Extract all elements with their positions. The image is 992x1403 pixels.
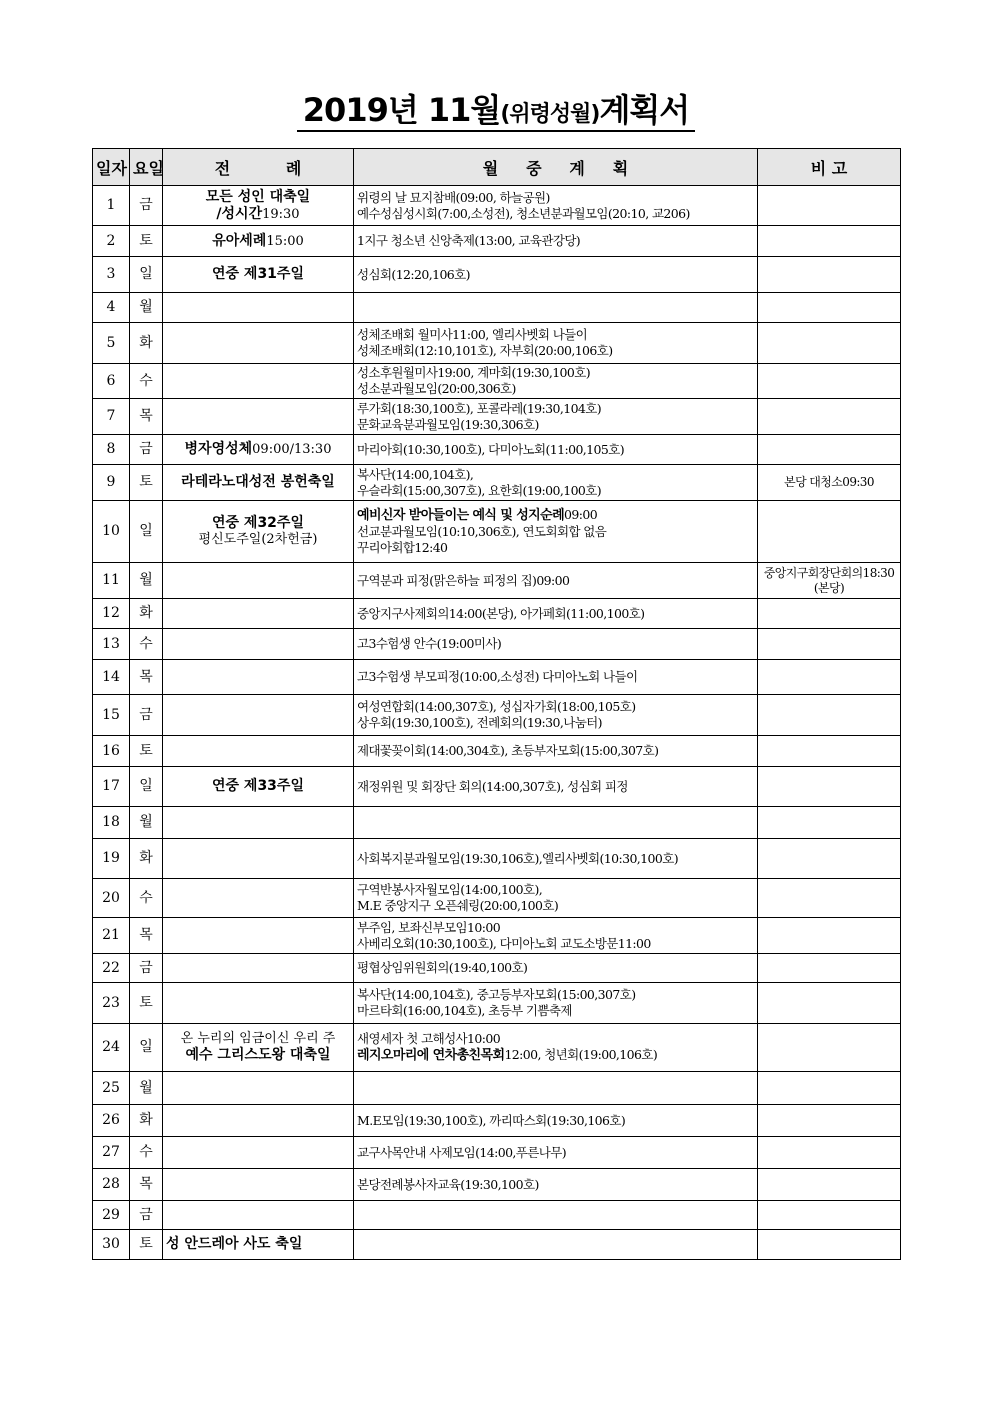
weekday-cell: 토 — [130, 465, 163, 501]
day-cell: 21 — [93, 918, 130, 954]
events-cell — [354, 1230, 758, 1260]
event-line: 성심회(12:20,106호) — [357, 266, 470, 282]
liturgy-cell — [163, 323, 354, 364]
event-line: 위령의 날 묘지참배(09:00, 하늘공원) — [357, 189, 550, 205]
liturgy-line-text: 모든 성인 대축일 — [205, 188, 311, 205]
events-cell — [354, 1137, 758, 1169]
liturgy-cell — [163, 1169, 354, 1201]
liturgy-line-time: 19:30 — [262, 206, 300, 222]
liturgy-line-text: 연중 제33주일 — [212, 778, 304, 794]
event-line: 고3수험생 안수(19:00미사) — [357, 636, 502, 651]
day-cell: 22 — [93, 954, 130, 983]
events-cell — [354, 501, 758, 563]
liturgy-line — [166, 206, 350, 223]
liturgy-cell — [163, 257, 354, 293]
liturgy-cell — [163, 364, 354, 399]
notes-cell — [758, 435, 901, 465]
weekday-cell: 월 — [130, 293, 163, 323]
schedule-row — [93, 954, 901, 983]
schedule-row — [93, 599, 901, 629]
liturgy-line-text: 라테라노대성전 봉헌축일 — [181, 474, 335, 490]
event-line-time: 12:00, 청년회(19:00,106호) — [504, 1047, 658, 1062]
liturgy-cell — [163, 629, 354, 660]
weekday-cell: 월 — [130, 563, 163, 599]
notes-cell — [758, 1169, 901, 1201]
day-cell: 4 — [93, 293, 130, 323]
notes-cell — [758, 1024, 901, 1072]
event-line: 우슬라회(15:00,307호), 요한회(19:00,100호) — [357, 482, 602, 498]
liturgy-line — [166, 1236, 350, 1253]
notes-cell — [758, 629, 901, 660]
notes-cell — [758, 1105, 901, 1137]
liturgy-line-text: 유아세례 — [212, 232, 267, 249]
day-cell: 29 — [93, 1201, 130, 1230]
schedule-row — [93, 186, 901, 226]
events-cell — [354, 1024, 758, 1072]
liturgy-line-text: 예수 그리스도왕 대축일 — [185, 1047, 331, 1063]
event-line: 성소후원월미사19:00, 계마회(19:30,100호) — [357, 365, 591, 380]
day-cell: 12 — [93, 599, 130, 629]
header-liturgy: 전 례 — [163, 149, 354, 186]
events-cell — [354, 465, 758, 501]
schedule-row — [93, 501, 901, 563]
weekday-cell: 목 — [130, 399, 163, 435]
schedule-row — [93, 879, 901, 918]
page-title — [0, 85, 992, 131]
liturgy-cell — [163, 465, 354, 501]
weekday-cell: 일 — [130, 767, 163, 807]
schedule-row — [93, 839, 901, 879]
notes-cell — [758, 736, 901, 767]
day-cell: 16 — [93, 736, 130, 767]
liturgy-line — [166, 532, 350, 548]
weekday-cell: 토 — [130, 983, 163, 1024]
day-cell: 14 — [93, 660, 130, 695]
note-line: 본당 대청소09:30 — [784, 475, 874, 489]
liturgy-cell — [163, 954, 354, 983]
schedule-row — [93, 257, 901, 293]
weekday-cell: 일 — [130, 257, 163, 293]
weekday-cell: 목 — [130, 918, 163, 954]
day-cell: 18 — [93, 807, 130, 839]
day-cell: 24 — [93, 1024, 130, 1072]
schedule-row — [93, 1105, 901, 1137]
liturgy-cell — [163, 767, 354, 807]
liturgy-cell — [163, 660, 354, 695]
liturgy-cell — [163, 1072, 354, 1105]
event-line: 상우회(19:30,100호), 전례회의(19:30,나눔터) — [357, 715, 602, 730]
schedule-row — [93, 807, 901, 839]
event-line: M.E모임(19:30,100호), 까리따스회(19:30,106호) — [357, 1112, 626, 1128]
title-wrap — [297, 91, 695, 132]
schedule-row — [93, 629, 901, 660]
events-cell — [354, 1201, 758, 1230]
schedule-row — [93, 1024, 901, 1072]
event-line: 마리아회(10:30,100호), 다미아노회(11:00,105호) — [357, 441, 624, 457]
events-cell — [354, 954, 758, 983]
schedule-row — [93, 1230, 901, 1260]
event-line — [357, 1047, 754, 1064]
events-cell — [354, 1169, 758, 1201]
event-line: 본당전례봉사자교육(19:30,100호) — [357, 1176, 539, 1192]
notes-cell — [758, 1230, 901, 1260]
events-cell — [354, 399, 758, 435]
event-line: 새영세자 첫 고해성사10:00 — [357, 1031, 501, 1046]
events-cell — [354, 599, 758, 629]
title-subtitle: (위령성월) — [500, 102, 600, 127]
notes-cell — [758, 807, 901, 839]
weekday-cell: 토 — [130, 226, 163, 257]
liturgy-line — [166, 1031, 350, 1047]
schedule-row — [93, 226, 901, 257]
weekday-cell: 금 — [130, 435, 163, 465]
schedule-row — [93, 1201, 901, 1230]
liturgy-cell — [163, 435, 354, 465]
weekday-cell: 수 — [130, 364, 163, 399]
notes-cell — [758, 695, 901, 736]
events-cell — [354, 563, 758, 599]
weekday-cell: 토 — [130, 736, 163, 767]
day-cell: 11 — [93, 563, 130, 599]
notes-cell — [758, 879, 901, 918]
title-main-b: 계획서 — [599, 91, 690, 129]
schedule-body — [93, 186, 901, 1260]
notes-cell — [758, 839, 901, 879]
liturgy-line — [166, 266, 350, 283]
weekday-cell: 금 — [130, 954, 163, 983]
day-cell: 8 — [93, 435, 130, 465]
notes-cell — [758, 293, 901, 323]
events-cell — [354, 226, 758, 257]
day-cell: 2 — [93, 226, 130, 257]
notes-cell — [758, 186, 901, 226]
weekday-cell: 수 — [130, 629, 163, 660]
events-cell — [354, 364, 758, 399]
liturgy-line — [166, 441, 350, 458]
event-line-text: 레지오마리에 연차총친목회 — [357, 1048, 505, 1063]
notes-cell — [758, 226, 901, 257]
liturgy-line-text: 평신도주일(2차헌금) — [198, 532, 318, 547]
notes-cell — [758, 599, 901, 629]
weekday-cell: 화 — [130, 323, 163, 364]
liturgy-line-text: /성시간 — [216, 205, 263, 222]
day-cell: 27 — [93, 1137, 130, 1169]
liturgy-line-text: 연중 제32주일 — [212, 515, 304, 531]
weekday-cell: 화 — [130, 599, 163, 629]
event-line: 교구사목안내 사제모임(14:00,푸른나무) — [357, 1144, 566, 1160]
events-cell — [354, 629, 758, 660]
liturgy-line-text: 성 안드레아 사도 축일 — [166, 1236, 303, 1252]
liturgy-cell — [163, 186, 354, 226]
event-line: 여성연합회(14:00,307호), 성십자가회(18:00,105호) — [357, 699, 636, 714]
day-cell: 6 — [93, 364, 130, 399]
weekday-cell: 월 — [130, 807, 163, 839]
event-line: 사베리오회(10:30,100호), 다미아노회 교도소방문11:00 — [357, 935, 651, 951]
notes-cell — [758, 1072, 901, 1105]
day-cell: 1 — [93, 186, 130, 226]
schedule-row — [93, 983, 901, 1024]
event-line: 구역반봉사자월모임(14:00,100호), — [357, 882, 543, 897]
schedule-row — [93, 918, 901, 954]
event-line-time: 09:00 — [564, 507, 598, 522]
event-line: 꾸리아회합12:40 — [357, 540, 448, 555]
events-cell — [354, 1105, 758, 1137]
events-cell — [354, 435, 758, 465]
day-cell: 3 — [93, 257, 130, 293]
schedule-row — [93, 563, 901, 599]
event-line: 성체조배회(12:10,101호), 자부회(20:00,106호) — [357, 343, 613, 358]
liturgy-line — [166, 515, 350, 532]
liturgy-cell — [163, 563, 354, 599]
weekday-cell: 목 — [130, 1169, 163, 1201]
liturgy-cell — [163, 918, 354, 954]
notes-cell — [758, 1201, 901, 1230]
note-line: (본당) — [813, 580, 845, 595]
notes-cell — [758, 465, 901, 501]
notes-cell — [758, 364, 901, 399]
liturgy-line — [166, 474, 350, 491]
schedule-row — [93, 399, 901, 435]
day-cell: 20 — [93, 879, 130, 918]
weekday-cell: 금 — [130, 1201, 163, 1230]
liturgy-line-text: 병자영성체 — [184, 441, 253, 457]
day-cell: 28 — [93, 1169, 130, 1201]
header-weekday: 요일 — [130, 149, 163, 186]
notes-cell — [758, 501, 901, 563]
notes-cell — [758, 257, 901, 293]
liturgy-line — [166, 233, 350, 250]
schedule-row — [93, 465, 901, 501]
header-notes: 비 고 — [758, 149, 901, 186]
schedule-row — [93, 767, 901, 807]
day-cell: 17 — [93, 767, 130, 807]
liturgy-cell — [163, 501, 354, 563]
day-cell: 9 — [93, 465, 130, 501]
schedule-row — [93, 660, 901, 695]
weekday-cell: 화 — [130, 1105, 163, 1137]
weekday-cell: 금 — [130, 186, 163, 226]
schedule-row — [93, 323, 901, 364]
events-cell — [354, 918, 758, 954]
schedule-row — [93, 695, 901, 736]
event-line: 성체조배회 월미사11:00, 엘리사벳회 나들이 — [357, 327, 588, 342]
day-cell: 7 — [93, 399, 130, 435]
events-cell — [354, 879, 758, 918]
event-line: 예수성심성시회(7:00,소성전), 청소년분과월모임(20:10, 교206) — [357, 205, 690, 221]
liturgy-cell — [163, 695, 354, 736]
events-cell — [354, 767, 758, 807]
events-cell — [354, 1072, 758, 1105]
day-cell: 19 — [93, 839, 130, 879]
liturgy-cell — [163, 983, 354, 1024]
weekday-cell: 토 — [130, 1230, 163, 1260]
liturgy-cell — [163, 807, 354, 839]
liturgy-line-text: 연중 제31주일 — [212, 266, 304, 282]
events-cell — [354, 186, 758, 226]
event-line: 복사단(14:00,104호), 중고등부자모회(15:00,307호) — [357, 987, 636, 1002]
event-line: 문화교육분과월모임(19:30,306호) — [357, 416, 539, 432]
liturgy-cell — [163, 1137, 354, 1169]
notes-cell — [758, 983, 901, 1024]
header-day: 일자 — [93, 149, 130, 186]
liturgy-cell — [163, 599, 354, 629]
event-line: 평협상임위원회의(19:40,100호) — [357, 960, 528, 975]
liturgy-cell — [163, 736, 354, 767]
liturgy-line-time: 15:00 — [266, 233, 304, 249]
events-cell — [354, 736, 758, 767]
schedule-row — [93, 736, 901, 767]
events-cell — [354, 257, 758, 293]
notes-cell — [758, 767, 901, 807]
schedule-row — [93, 364, 901, 399]
weekday-cell: 수 — [130, 879, 163, 918]
event-line: 중앙지구사제회의14:00(본당), 아가페회(11:00,100호) — [357, 605, 645, 621]
liturgy-line — [166, 1047, 350, 1064]
events-cell — [354, 807, 758, 839]
day-cell: 30 — [93, 1230, 130, 1260]
event-line — [357, 507, 754, 524]
events-cell — [354, 983, 758, 1024]
weekday-cell: 일 — [130, 501, 163, 563]
schedule-table — [92, 148, 901, 1260]
event-line: 복사단(14:00,104호), — [357, 466, 474, 482]
notes-cell — [758, 323, 901, 364]
event-line: 1지구 청소년 신앙축제(13:00, 교육관강당) — [357, 233, 581, 248]
title-main-a: 2019년 11월 — [302, 91, 501, 129]
notes-cell — [758, 1137, 901, 1169]
header-row — [93, 149, 901, 186]
liturgy-line — [166, 778, 350, 795]
day-cell: 13 — [93, 629, 130, 660]
notes-cell — [758, 918, 901, 954]
liturgy-cell — [163, 1230, 354, 1260]
weekday-cell: 일 — [130, 1024, 163, 1072]
header-events: 월 중 계 획 — [354, 149, 758, 186]
day-cell: 23 — [93, 983, 130, 1024]
day-cell: 10 — [93, 501, 130, 563]
notes-cell — [758, 954, 901, 983]
schedule-row — [93, 435, 901, 465]
event-line: 마르타회(16:00,104호), 초등부 기쁨축제 — [357, 1003, 572, 1018]
day-cell: 25 — [93, 1072, 130, 1105]
event-line: 사회복지분과월모임(19:30,106호),엘리사벳회(10:30,100호) — [357, 850, 678, 866]
weekday-cell: 수 — [130, 1137, 163, 1169]
liturgy-cell — [163, 839, 354, 879]
event-line: 선교분과월모임(10:10,306호), 연도회회합 없음 — [357, 524, 607, 539]
events-cell — [354, 695, 758, 736]
liturgy-cell — [163, 1024, 354, 1072]
events-cell — [354, 660, 758, 695]
event-line: 부주임, 보좌신부모임10:00 — [357, 919, 501, 935]
liturgy-cell — [163, 1105, 354, 1137]
events-cell — [354, 323, 758, 364]
liturgy-line — [166, 189, 350, 206]
weekday-cell: 금 — [130, 695, 163, 736]
schedule-row — [93, 293, 901, 323]
event-line-text: 예비신자 받아들이는 예식 및 성지순례 — [357, 508, 565, 523]
liturgy-line-text: 온 누리의 임금이신 우리 주 — [180, 1031, 336, 1046]
event-line: 재정위원 및 회장단 회의(14:00,307호), 성심회 피정 — [357, 778, 628, 794]
event-line: M.E 중앙지구 오픈쉐링(20:00,100호) — [357, 898, 559, 913]
liturgy-cell — [163, 879, 354, 918]
events-cell — [354, 839, 758, 879]
day-cell: 26 — [93, 1105, 130, 1137]
event-line: 성소분과월모임(20:00,306호) — [357, 381, 516, 396]
liturgy-line-time: 09:00/13:30 — [252, 442, 332, 457]
schedule-row — [93, 1169, 901, 1201]
weekday-cell: 월 — [130, 1072, 163, 1105]
event-line: 루가회(18:30,100호), 포콜라레(19:30,104호) — [357, 400, 602, 416]
liturgy-cell — [163, 293, 354, 323]
notes-cell — [758, 660, 901, 695]
schedule-row — [93, 1072, 901, 1105]
event-line: 제대꽃꽂이회(14:00,304호), 초등부자모회(15:00,307호) — [357, 743, 659, 758]
note-line: 중앙지구회장단회의18:30 — [763, 565, 895, 580]
notes-cell — [758, 399, 901, 435]
day-cell: 5 — [93, 323, 130, 364]
day-cell: 15 — [93, 695, 130, 736]
liturgy-cell — [163, 226, 354, 257]
notes-cell — [758, 563, 901, 599]
liturgy-cell — [163, 399, 354, 435]
weekday-cell: 목 — [130, 660, 163, 695]
weekday-cell: 화 — [130, 839, 163, 879]
event-line: 고3수험생 부모피정(10:00,소성전) 다미아노회 나들이 — [357, 669, 638, 684]
liturgy-cell — [163, 1201, 354, 1230]
event-line: 구역분과 피정(맑은하늘 피정의 집)09:00 — [357, 572, 570, 588]
events-cell — [354, 293, 758, 323]
schedule-row — [93, 1137, 901, 1169]
